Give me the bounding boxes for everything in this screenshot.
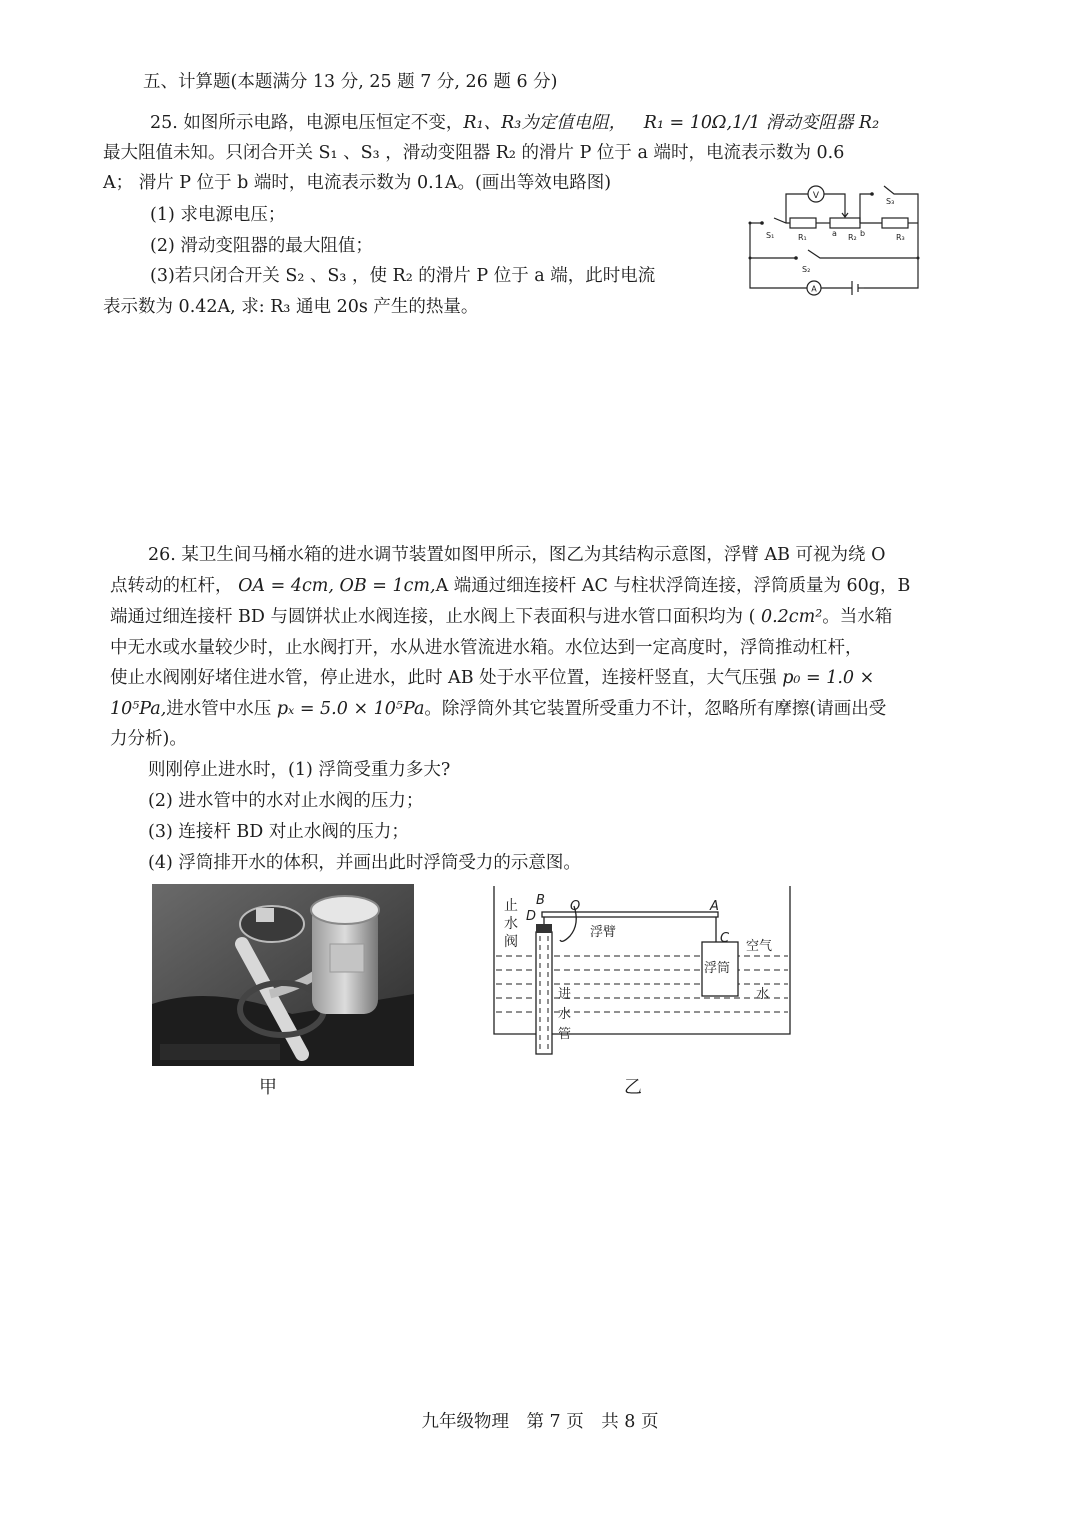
- q26-sub2: (2) 进水管中的水对止水阀的压力；: [148, 791, 424, 811]
- q26-line6: [110, 697, 886, 721]
- q26-line3: [110, 605, 892, 629]
- q26-area: 0.2cm²: [760, 607, 823, 627]
- q25-sub3: (3)若只闭合开关 S₂ 、S₃ ，使 R₂ 的滑片 P 位于 a 端，此时电流: [150, 266, 656, 286]
- water-label: 水: [756, 987, 770, 1002]
- point-b-label: B: [536, 893, 545, 908]
- q26-line2: [110, 574, 910, 598]
- valve-label-2: 水: [504, 916, 518, 932]
- q26-line1: 26. 某卫生间马桶水箱的进水调节装置如图甲所示，图乙为其结构示意图，浮臂 AB 可视为绕 O: [148, 545, 886, 565]
- q26-line5: [110, 666, 874, 690]
- s3-label: S₃: [886, 197, 895, 206]
- arm-label: 浮臂: [590, 925, 617, 940]
- b-terminal-label: b: [860, 229, 866, 238]
- r2-label: R₂: [848, 233, 857, 242]
- structure-diagram: [490, 884, 794, 1062]
- a-terminal-label: a: [832, 229, 837, 238]
- q25-line2: 最大阻值未知。只闭合开关 S₁ 、S₃ ，滑动变阻器 R₂ 的滑片 P 位于 a 端时，电流表示数为 0.6: [103, 143, 845, 163]
- section-title: 五、计算题(本题满分 13 分, 25 题 7 分, 26 题 6 分): [143, 72, 558, 92]
- q25-line1: [150, 111, 879, 135]
- q25-sub3-cont: 表示数为 0.42A, 求: R₃ 通电 20s 产生的热量。: [103, 297, 479, 317]
- valve-label-1: 止: [504, 898, 518, 914]
- q26-line6-text: 进水管中水压: [166, 699, 277, 719]
- q25-resistors: R₁、R₃为定值电阻，: [463, 113, 627, 133]
- point-c-label: C: [720, 931, 730, 946]
- pipe-label-3: 管: [558, 1027, 572, 1042]
- q26-line5-text: 使止水阀刚好堵住进水管，停止进水，此时 AB 处于水平位置，连接杆竖直，大气压强: [110, 668, 783, 688]
- air-label: 空气: [746, 939, 773, 954]
- point-o-label: O: [570, 899, 581, 914]
- q26-line2-text: 点转动的杠杆，: [110, 576, 239, 596]
- voltmeter-label: V: [812, 191, 820, 201]
- caption-jia: 甲: [259, 1077, 277, 1098]
- point-d-label: D: [526, 909, 537, 924]
- q26-line4: 中无水或水量较少时，止水阀打开，水从进水管流进水箱。水位达到一定高度时，浮筒推动杠杆，: [110, 638, 863, 658]
- float-label: 浮筒: [704, 961, 731, 976]
- q26-sub1: 则刚停止进水时，(1) 浮筒受重力多大?: [148, 760, 451, 780]
- q26-atm-pressure: p₀ = 1.0 ×: [782, 668, 875, 688]
- q26-line6-cont: 。除浮筒外其它装置所受重力不计，忽略所有摩擦(请画出受: [424, 699, 887, 719]
- q26-atm-pressure-cont: 10⁵Pa,: [110, 699, 167, 719]
- s2-label: S₂: [802, 265, 811, 274]
- page-footer: 九年级物理 第 7 页 共 8 页: [421, 1412, 659, 1432]
- q25-sub2: (2) 滑动变阻器的最大阻值；: [150, 236, 373, 256]
- valve-label-3: 阀: [504, 934, 518, 950]
- r3-label: R₃: [896, 233, 905, 242]
- circuit-diagram: [744, 178, 924, 298]
- q25-sub1: (1) 求电源电压；: [150, 205, 286, 225]
- q26-lever-lengths: OA = 4cm, OB = 1cm,: [238, 576, 436, 596]
- caption-yi: 乙: [624, 1077, 642, 1098]
- q26-sub4: (4) 浮筒排开水的体积，并画出此时浮筒受力的示意图。: [148, 853, 581, 873]
- pipe-label-1: 进: [558, 987, 572, 1002]
- pipe-label-2: 水: [558, 1007, 572, 1022]
- toilet-valve-photo: [152, 884, 414, 1066]
- q26-line2-cont: A 端通过细连接杆 AC 与柱状浮筒连接，浮筒质量为 60g，B: [435, 576, 911, 596]
- q26-water-pressure: pₓ = 5.0 × 10⁵Pa: [276, 699, 425, 719]
- s1-label: S₁: [766, 231, 775, 240]
- q25-r1-value: R₁ = 10Ω,1/1 滑动变阻器 R₂: [643, 113, 880, 133]
- r1-label: R₁: [798, 233, 807, 242]
- point-a-label: A: [710, 899, 719, 914]
- q26-line3-text: 端通过细连接杆 BD 与圆饼状止水阀连接，止水阀上下表面积与进水管口面积均为 (: [110, 607, 761, 627]
- q25-line1-text: 25. 如图所示电路，电源电压恒定不变，: [150, 113, 464, 133]
- q26-sub3: (3) 连接杆 BD 对止水阀的压力；: [148, 822, 409, 842]
- q26-line3-cont: 。当水箱: [822, 607, 893, 627]
- q26-line7: 力分析)。: [110, 729, 187, 749]
- q25-line3: A； 滑片 P 位于 b 端时，电流表示数为 0.1A。(画出等效电路图): [103, 173, 612, 193]
- ammeter-label: A: [811, 284, 817, 294]
